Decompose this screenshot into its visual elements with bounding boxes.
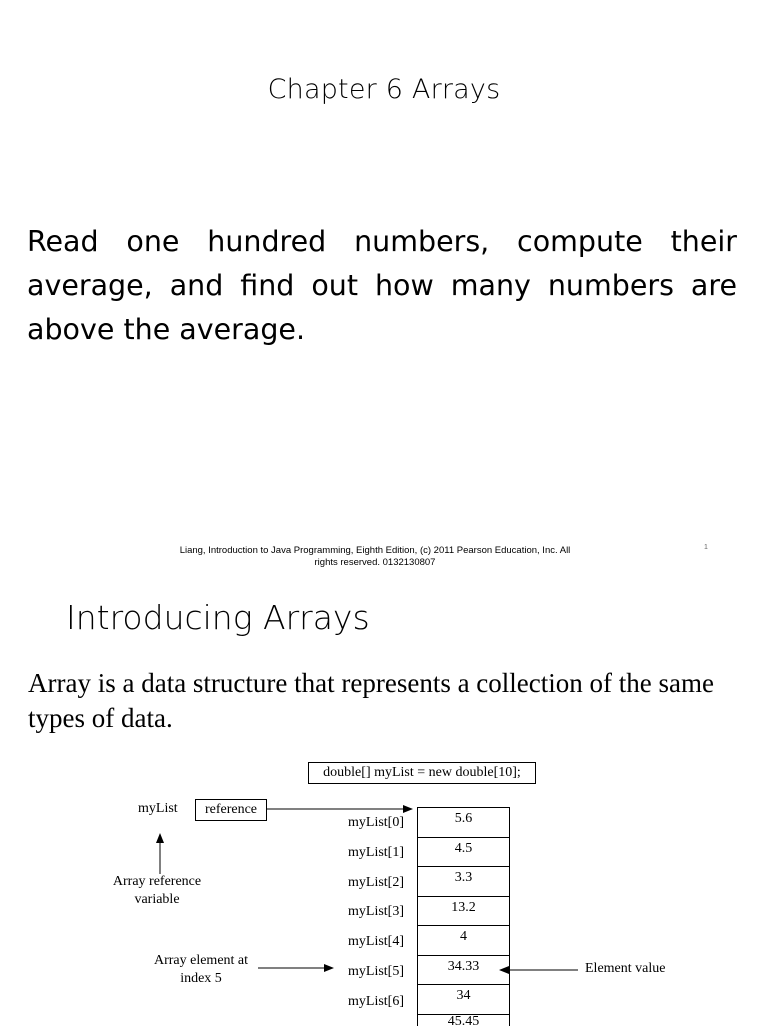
index-label: myList[0] xyxy=(348,815,404,830)
slide-title: Chapter 6 Arrays xyxy=(267,74,501,105)
ref-var-caption-line-1: Array reference xyxy=(112,874,202,889)
array-diagram xyxy=(0,580,768,1024)
index-label: myList[3] xyxy=(348,904,404,920)
page-number: 1 xyxy=(704,544,708,551)
element-caption-line-2: index 5 xyxy=(180,971,222,986)
element-caption-line-1: Array element at xyxy=(153,953,249,968)
declaration-box: double[] myList = new double[10]; xyxy=(308,762,536,784)
array-cell: 3.3 xyxy=(418,866,509,896)
index-label: myList[1] xyxy=(348,844,404,860)
element-value-caption: Element value xyxy=(585,961,666,976)
array-cell: 13.2 xyxy=(418,896,509,926)
slide-2 xyxy=(0,580,768,1024)
slide-title: Introducing Arrays xyxy=(66,598,370,637)
variable-name-label: myList xyxy=(138,801,178,816)
index-label: myList[2] xyxy=(348,874,404,890)
slide-footer xyxy=(150,545,600,569)
footer-line-1: Liang, Introduction to Java Programming, Eighth Edition, (c) 2011 Pearson Education, Inc. All xyxy=(179,545,571,556)
array-cell: 45.45 xyxy=(418,1014,509,1026)
array-cell: 34 xyxy=(418,984,509,1014)
index-label: myList[4] xyxy=(348,934,404,950)
ref-var-caption-line-2: variable xyxy=(134,892,180,907)
slide-body-text: Read one hundred numbers, compute their average, and find out how many numbers are above the average. xyxy=(27,225,737,346)
ref-var-caption xyxy=(92,873,222,909)
element-caption xyxy=(136,952,266,988)
array-cell: 4.5 xyxy=(418,837,509,867)
array-cell: 5.6 xyxy=(418,807,509,837)
reference-box: reference xyxy=(195,799,267,821)
array-cell: 4 xyxy=(418,925,509,955)
array-cells xyxy=(417,807,510,1026)
slide-body-text: Array is a data structure that represents a collection of the same types of data. xyxy=(28,668,714,733)
array-cell: 34.33 xyxy=(418,955,509,985)
index-label: myList[6] xyxy=(348,993,404,1009)
index-labels xyxy=(300,807,404,1016)
index-label: myList[5] xyxy=(348,963,404,979)
footer-line-2: rights reserved. 0132130807 xyxy=(314,557,436,568)
